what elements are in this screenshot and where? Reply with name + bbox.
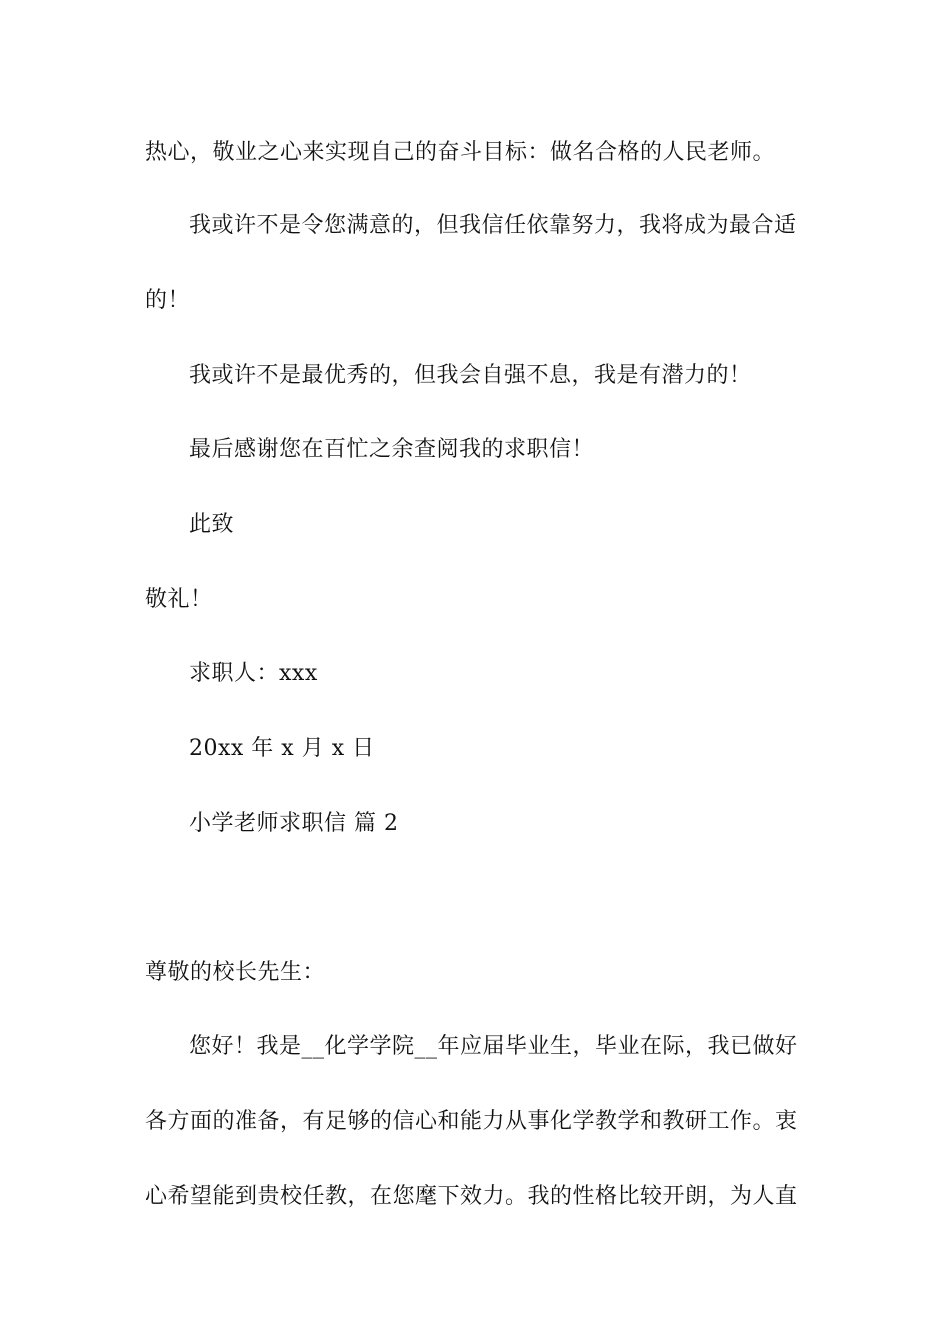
paragraph-line: 我或许不是令您满意的，但我信任依靠努力，我将成为最合适 xyxy=(189,213,797,238)
paragraph-line: 热心，敬业之心来实现自己的奋斗目标：做名合格的人民老师。 xyxy=(145,140,776,165)
paragraph-line: 的！ xyxy=(145,288,191,313)
greeting-line: 尊敬的校长先生： xyxy=(145,960,326,985)
date-line: 20xx 年 x 月 x 日 xyxy=(189,736,375,761)
paragraph-line: 心希望能到贵校任教，在您麾下效力。我的性格比较开朗，为人直 xyxy=(145,1184,798,1209)
paragraph-line: 各方面的准备，有足够的信心和能力从事化学教学和教研工作。衷 xyxy=(145,1109,798,1134)
paragraph-line: 最后感谢您在百忙之余查阅我的求职信！ xyxy=(189,437,595,462)
closing-line: 此致 xyxy=(189,512,235,537)
section-heading: 小学老师求职信 篇 2 xyxy=(189,811,399,836)
paragraph-line: 我或许不是最优秀的，但我会自强不息，我是有潜力的！ xyxy=(189,363,752,388)
salutation-line: 敬礼！ xyxy=(145,587,213,612)
signature-line: 求职人：xxx xyxy=(189,661,318,686)
paragraph-line: 您好！我是__化学学院__年应届毕业生，毕业在际，我已做好 xyxy=(189,1034,798,1059)
